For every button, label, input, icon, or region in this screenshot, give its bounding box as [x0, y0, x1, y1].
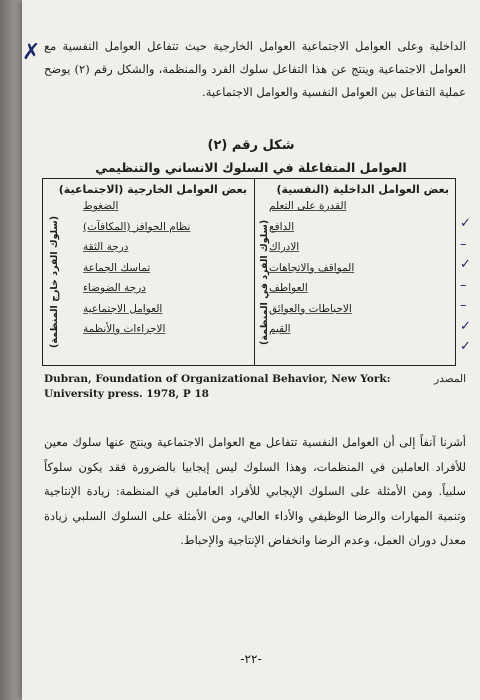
check-icon: – — [460, 236, 467, 252]
figure-subtitle: العوامل المتفاعلة في السلوك الانساني والتنظيمي — [95, 160, 407, 175]
list-item: الدافع — [269, 220, 295, 233]
list-item: القيم — [269, 323, 291, 335]
check-icon: ✓ — [460, 216, 471, 231]
document-page — [22, 0, 480, 700]
list-item: نظام الحوافز (المكافآت) — [83, 220, 191, 233]
internal-vertical-label: (سلوك الفرد في المنظمة) — [259, 219, 270, 345]
source-citation: Dubran, Foundation of Organizational Behavior, New York: University press. 1978, P 18 — [44, 373, 391, 400]
internal-factors-heading: بعض العوامل الداخلية (النفسية) — [276, 183, 449, 196]
check-icon: ✓ — [460, 339, 471, 354]
handwritten-x-mark: ✗ — [22, 40, 41, 65]
list-item: الضغوط — [83, 200, 119, 212]
check-icon: ✓ — [460, 318, 471, 334]
page-number: -٢٢- — [240, 652, 262, 666]
check-icon: – — [460, 277, 467, 293]
internal-factors-list — [255, 196, 455, 340]
source-label: المصدر — [434, 373, 466, 385]
list-item: الاجراءات والأنظمة — [83, 323, 166, 335]
page-edge — [0, 0, 22, 700]
figure-source — [44, 372, 466, 402]
figure-title: شكل رقم (٢) — [207, 138, 295, 153]
external-factors-column — [43, 179, 253, 365]
handwritten-check-marks — [460, 214, 480, 358]
list-item: العواطف — [269, 282, 308, 294]
list-item: القدرة على التعلم — [269, 200, 347, 212]
list-item: المواقف والاتجاهات — [269, 261, 355, 274]
list-item: الادراك — [269, 241, 300, 253]
list-item: الاحباطات والعوائق — [269, 302, 352, 315]
check-icon: – — [460, 298, 467, 313]
check-icon: ✓ — [460, 257, 471, 272]
external-factors-heading: بعض العوامل الخارجية (الاجتماعية) — [58, 183, 247, 196]
external-vertical-label: (سلوك الفرد خارج المنظمة) — [49, 215, 60, 349]
paragraph-1: الداخلية وعلى العوامل الاجتماعية العوامل الخارجية حيث تتفاعل العوامل النفسية مع العوامل الاجتماعية وينتج عن هذا التفاعل سلوك الفرد والمنظمة، والشكل رقم (٢) يوضح عملية التفاعل بين العوامل النفسية والعوامل الاجتماعية. — [44, 39, 466, 99]
external-factors-list — [43, 196, 253, 340]
list-item: درجة الثقة — [83, 241, 129, 253]
list-item: درجة الضوضاء — [83, 282, 146, 294]
list-item: تماسك الجماعة — [83, 261, 151, 274]
internal-factors-column — [254, 179, 455, 365]
paragraph-2: أشرنا آنفاً إلى أن العوامل النفسية تتفاعل مع العوامل الاجتماعية وينتج عنها سلوك معين للأفراد العاملين في المنظمات، وهذا السلوك ليس إيجابيا بالضرورة فقد يكون سلوكاً سلبياً. ومن الأمثلة على السلوك الإيجابي للأفراد العاملين في المنظمة: زيادة الإنتاجية وتنمية المهارات والرضا الوظيفي والأداء العالي، ومن الأمثلة على السلوك السلبي زيادة معدل دوران العمل، وعدم الرضا وانخفاض الإنتاجية والإحباط. — [44, 435, 466, 547]
list-item: العوامل الاجتماعية — [83, 302, 163, 315]
factors-diagram — [42, 178, 456, 366]
